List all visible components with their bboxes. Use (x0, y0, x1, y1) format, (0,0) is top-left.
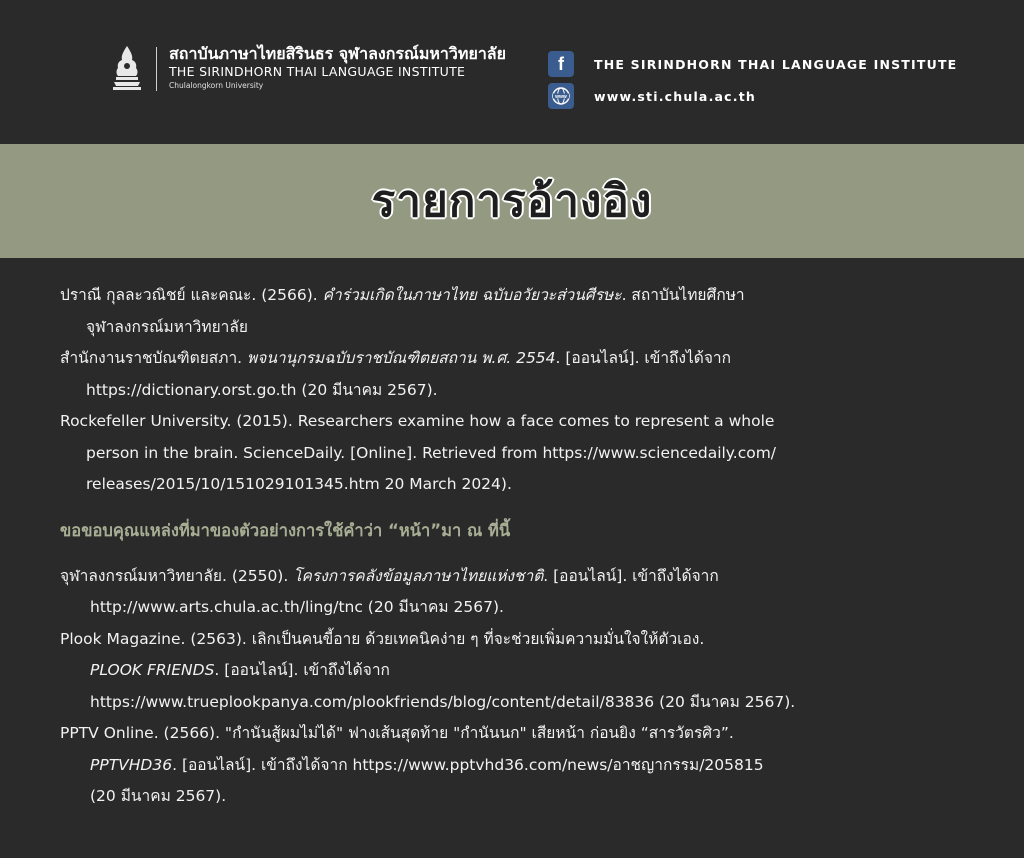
facebook-link[interactable] (548, 50, 957, 78)
institute-logo-block (110, 44, 506, 94)
ref-text: สำนักงานราชบัณฑิตยสภา. (60, 349, 248, 367)
ref-continuation: person in the brain. ScienceDaily. [Online]. Retrieved from https://www.sciencedaily.com/ (86, 443, 777, 462)
chulalongkorn-emblem-icon (110, 44, 144, 94)
ref-text: . สถาบันไทยศึกษา (621, 286, 745, 304)
website-url: www.sti.chula.ac.th (594, 88, 756, 104)
ref-text: ปราณี กุลละวณิชย์ และคณะ. (2566). (60, 286, 323, 304)
website-link[interactable] (548, 82, 957, 110)
header (0, 0, 1024, 144)
svg-text:www: www (555, 93, 567, 100)
thanks-heading: ขอขอบคุณแหล่งที่มาของตัวอย่างการใช้คำว่า “หน้า”มา ณ ที่นี้ (60, 520, 511, 540)
facebook-glyph: f (558, 53, 564, 74)
facebook-page-name: THE SIRINDHORN THAI LANGUAGE INSTITUTE (594, 56, 958, 72)
institute-name-english: THE SIRINDHORN THAI LANGUAGE INSTITUTE (169, 64, 466, 79)
social-links (548, 50, 957, 114)
globe-icon (548, 83, 574, 109)
ref-continuation: https://www.trueplookpanya.com/plookfriends/blog/content/detail/83836 (20 มีนาคม 2567). (90, 692, 796, 711)
ref-text: PPTV Online. (2566). "กำนันสู้ผมไม่ได้" ฟางเส้นสุดท้าย "กำนันนก" เสียหน้า ก่อนยิง “สารวัตรศิว”. (60, 724, 734, 742)
title-banner (0, 144, 1024, 258)
ref-title: คำร่วมเกิดในภาษาไทย ฉบับอวัยวะส่วนศีรษะ (322, 286, 622, 304)
ref-title: พจนานุกรมฉบับราชบัณฑิตยสถาน พ.ศ. 2554 (247, 349, 556, 367)
ref-continuation: https://dictionary.orst.go.th (20 มีนาคม 2567). (86, 380, 438, 399)
ref-text: . [ออนไลน์]. เข้าถึงได้จาก https://www.pptvhd36.com/news/อาชญากรรม/205815 (172, 755, 764, 774)
ref-text: . [ออนไลน์]. เข้าถึงได้จาก (214, 661, 390, 679)
ref-continuation: จุฬาลงกรณ์มหาวิทยาลัย (86, 317, 248, 336)
ref-continuation: (20 มีนาคม 2567). (90, 787, 227, 805)
ref-title: PPTVHD36 (90, 755, 173, 774)
ref-continuation: http://www.arts.chula.ac.th/ling/tnc (20 มีนาคม 2567). (90, 598, 504, 616)
reference-item (60, 343, 960, 406)
university-name: Chulalongkorn University (169, 81, 264, 90)
ref-text: จุฬาลงกรณ์มหาวิทยาลัย. (2550). (60, 566, 294, 585)
ref-text: . [ออนไลน์]. เข้าถึงได้จาก (543, 566, 719, 585)
ref-title: PLOOK FRIENDS (90, 661, 215, 679)
reference-item (60, 280, 960, 343)
ref-text: Plook Magazine. (2563). เลิกเป็นคนขี้อาย ด้วยเทคนิคง่าย ๆ ที่จะช่วยเพิ่มความมั่นใจให้ตัวเอง. (60, 629, 705, 648)
source-item (60, 624, 960, 719)
source-item (60, 718, 960, 813)
source-item (60, 561, 960, 624)
reference-item (60, 406, 960, 501)
page-title: รายการอ้างอิง (371, 176, 653, 227)
ref-title: โครงการคลังข้อมูลภาษาไทยแห่งชาติ (293, 566, 544, 585)
ref-text: . [ออนไลน์]. เข้าถึงได้จาก (555, 349, 732, 367)
ref-text: Rockefeller University. (2015). Researchers examine how a face comes to represent a whole (60, 412, 775, 430)
ref-continuation: releases/2015/10/151029101345.htm 20 March 2024). (86, 475, 512, 493)
institute-name-thai: สถาบันภาษาไทยสิรินธร จุฬาลงกรณ์มหาวิทยาลัย (169, 44, 506, 63)
logo-divider (156, 47, 157, 91)
references-content (60, 280, 960, 813)
facebook-icon (548, 51, 574, 77)
